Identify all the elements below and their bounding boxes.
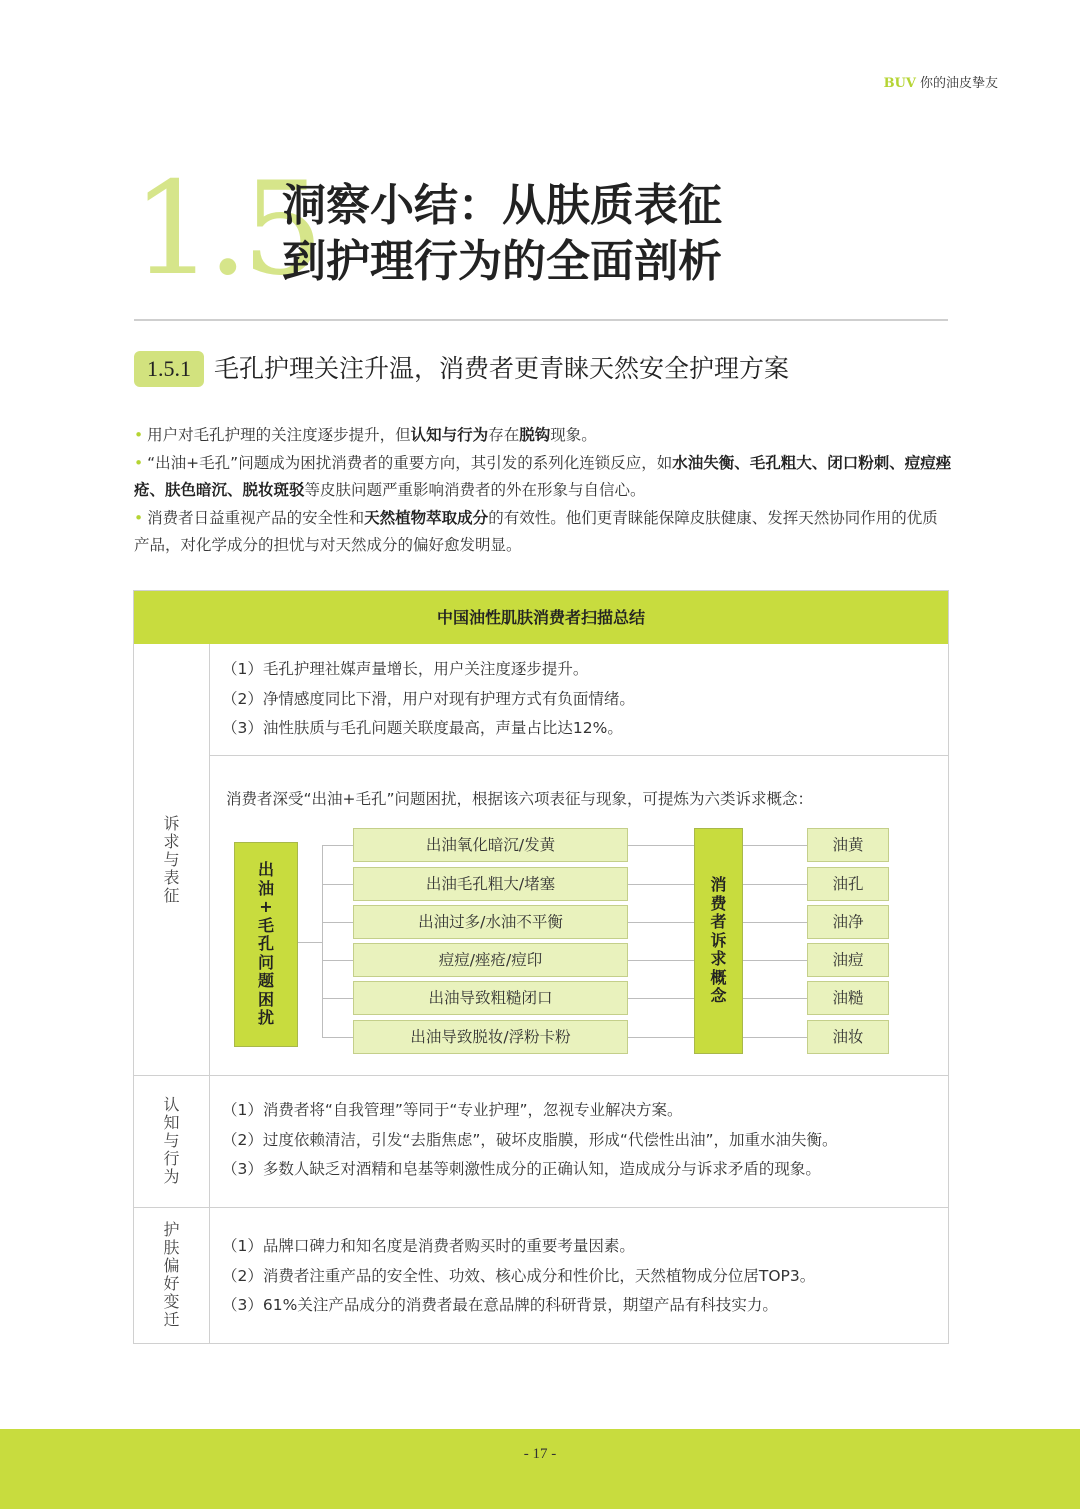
connector-line xyxy=(743,998,807,999)
row-items-appeal xyxy=(222,655,635,744)
row-label-appeal: 诉 求 与 表 征 xyxy=(163,813,180,905)
section-title-line-1: 洞察小结：从肤质表征 xyxy=(282,180,722,231)
bullet-list xyxy=(134,422,952,560)
problem-box: 出 油 + 毛 孔 问 题 困 扰 xyxy=(234,842,298,1047)
connector-line xyxy=(628,1037,694,1038)
table-row-divider xyxy=(134,1075,948,1076)
connector-line xyxy=(743,1037,807,1038)
list-item: （3）多数人缺乏对酒精和皂基等刺激性成分的正确认知，造成成分与诉求矛盾的现象。 xyxy=(222,1160,821,1178)
connector-line xyxy=(322,960,353,961)
concept-box: 消 费 者 诉 求 概 念 xyxy=(694,828,743,1054)
concept-tag: 油黄 xyxy=(807,828,889,862)
diagram-intro: 消费者深受“出油+毛孔”问题困扰，根据该六项表征与现象，可提炼为六类诉求概念： xyxy=(226,790,814,808)
subsection-title: 毛孔护理关注升温，消费者更青睐天然安全护理方案 xyxy=(214,354,790,383)
row-items-cognition xyxy=(222,1096,838,1185)
connector-line xyxy=(322,845,323,1037)
symptom-box: 出油导致脱妆/浮粉卡粉 xyxy=(353,1020,628,1054)
connector-line xyxy=(628,845,694,846)
subsection-number-badge: 1.5.1 xyxy=(134,351,204,387)
connector-line xyxy=(322,884,353,885)
concept-tag: 油净 xyxy=(807,905,889,939)
page-number: - 17 - xyxy=(523,1446,557,1462)
connector-line xyxy=(628,884,694,885)
section-divider xyxy=(134,319,948,321)
table-header: 中国油性肌肤消费者扫描总结 xyxy=(134,591,948,644)
symptom-box: 出油导致粗糙闭口 xyxy=(353,981,628,1015)
connector-line xyxy=(322,1037,353,1038)
symptom-box: 出油氧化暗沉/发黄 xyxy=(353,828,628,862)
list-item: （1）毛孔护理社媒声量增长，用户关注度逐步提升。 xyxy=(222,660,589,678)
connector-line xyxy=(743,845,807,846)
table-column-divider xyxy=(209,644,210,1343)
bullet-dot-icon: • xyxy=(134,508,144,527)
list-item: （1）消费者将“自我管理”等同于“专业护理”，忽视专业解决方案。 xyxy=(222,1101,683,1119)
concept-tag: 油孔 xyxy=(807,867,889,901)
list-item: （3）61%关注产品成分的消费者最在意品牌的科研背景，期望产品有科技实力。 xyxy=(222,1296,778,1314)
concept-tag: 油妆 xyxy=(807,1020,889,1054)
connector-line xyxy=(298,942,322,943)
section-title xyxy=(282,178,722,290)
brand-logo: BUV xyxy=(883,76,916,91)
brand-tagline: 你的油皮挚友 xyxy=(919,76,998,91)
list-item: （2）过度依赖清洁，引发“去脂焦虑”，破坏皮脂膜，形成“代偿性出油”，加重水油失衡。 xyxy=(222,1130,838,1149)
list-item: （2）净情感度同比下滑，用户对现有护理方式有负面情绪。 xyxy=(222,689,635,708)
symptom-box: 出油毛孔粗大/堵塞 xyxy=(353,867,628,901)
row-label-cognition: 认 知 与 行 为 xyxy=(163,1095,180,1186)
connector-line xyxy=(743,960,807,961)
brand-header xyxy=(884,72,998,91)
connector-line xyxy=(322,998,353,999)
connector-line xyxy=(628,960,694,961)
footer-band xyxy=(0,1429,1080,1509)
row-label-preference: 护 肤 偏 好 变 迁 xyxy=(163,1220,180,1329)
list-item: （1）品牌口碑力和知名度是消费者购买时的重要考量因素。 xyxy=(222,1237,635,1255)
section-number: 1.5 xyxy=(132,155,318,304)
bullet-item: • “出油+毛孔”问题成为困扰消费者的重要方向，其引发的系列化连锁反应，如水油失衡、毛孔粗大、闭口粉刺、痘痘痤疮、肤色暗沉、脱妆斑驳等皮肤问题严重影响消费者的外在形象与自信心。 xyxy=(134,453,952,499)
connector-line xyxy=(628,922,694,923)
concept-tag: 油糙 xyxy=(807,981,889,1015)
connector-line xyxy=(322,845,353,846)
concept-tag: 油痘 xyxy=(807,943,889,977)
symptom-box: 痘痘/痤疮/痘印 xyxy=(353,943,628,977)
connector-line xyxy=(628,998,694,999)
connector-line xyxy=(322,922,353,923)
list-item: （2）消费者注重产品的安全性、功效、核心成分和性价比，天然植物成分位居TOP3。 xyxy=(222,1266,816,1285)
bullet-dot-icon: • xyxy=(134,426,144,444)
symptom-box: 出油过多/水油不平衡 xyxy=(353,905,628,939)
connector-line xyxy=(743,922,807,923)
section-title-line-2: 到护理行为的全面剖析 xyxy=(282,236,722,287)
row-items-preference xyxy=(222,1232,815,1321)
bullet-dot-icon: • xyxy=(134,453,144,472)
list-item: （3）油性肤质与毛孔问题关联度最高，声量占比达12%。 xyxy=(222,719,623,737)
connector-line xyxy=(743,884,807,885)
table-row-divider xyxy=(134,1207,948,1208)
bullet-item: • 用户对毛孔护理的关注度逐步提升，但认知与行为存在脱钩现象。 xyxy=(134,426,597,444)
summary-table xyxy=(133,590,949,1344)
table-inner-divider xyxy=(209,755,948,756)
bullet-item: • 消费者日益重视产品的安全性和天然植物萃取成分的有效性。他们更青睐能保障皮肤健康、发挥天然协同作用的优质产品，对化学成分的担忧与对天然成分的偏好愈发明显。 xyxy=(134,508,938,554)
